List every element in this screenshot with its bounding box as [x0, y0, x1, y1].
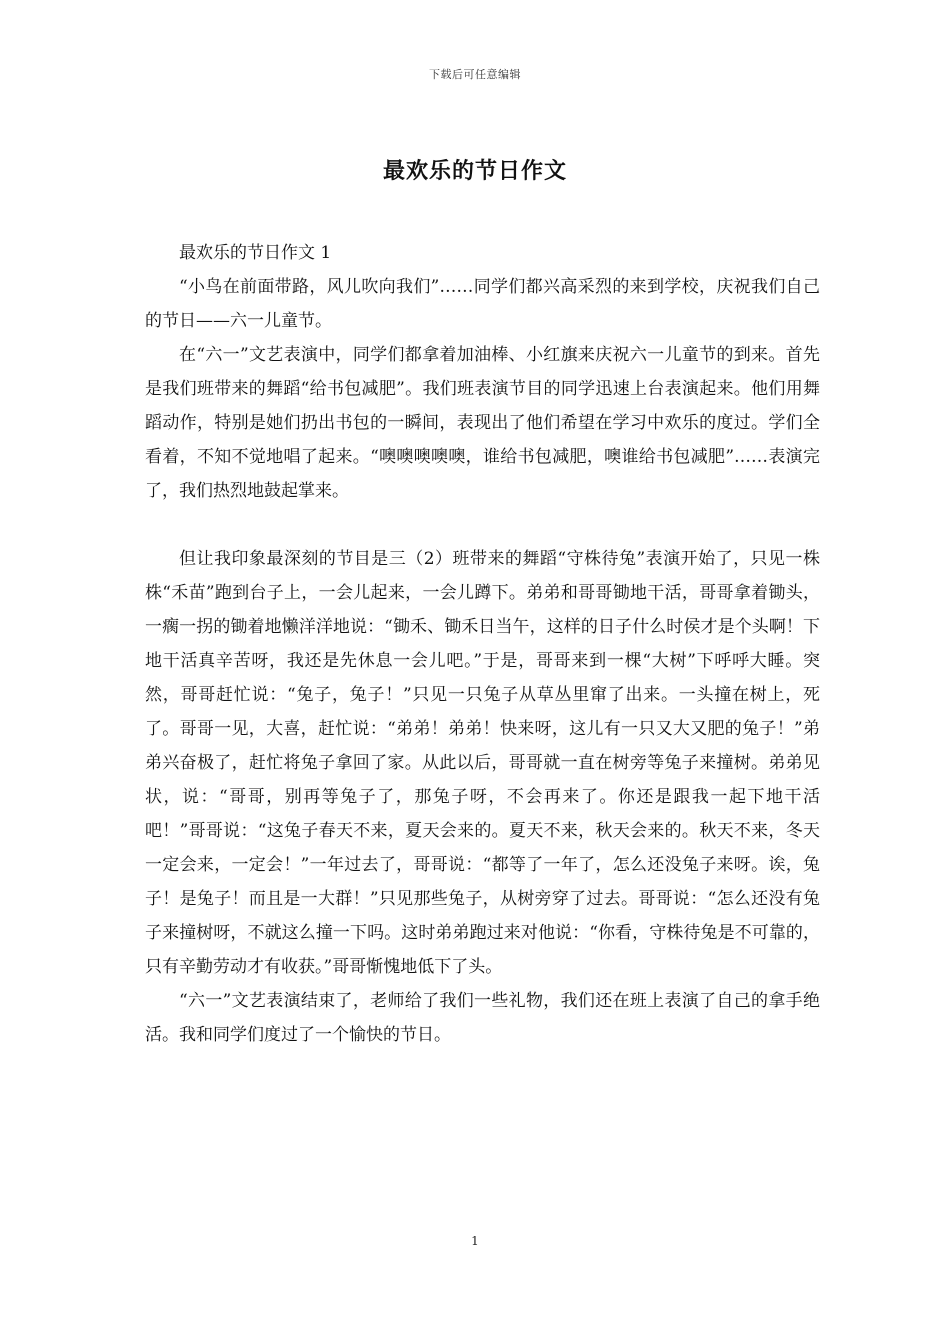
paragraph: “六一”文艺表演结束了，老师给了我们一些礼物，我们还在班上表演了自己的拿手绝活。我和同学们度过了一个愉快的节日。	[145, 991, 820, 1045]
paragraph: 但让我印象最深刻的节目是三（2）班带来的舞蹈“守株待兔”表演开始了，只见一株株“禾苗”跑到台子上，一会儿起来，一会儿蹲下。弟弟和哥哥锄地干活，哥哥拿着锄头，一瘸一拐的锄着地懒洋洋地说：“锄禾、锄禾日当午，这样的日子什么时侯才是个头啊！下地干活真辛苦呀，我还是先休息一会儿吧。”于是，哥哥来到一棵“大树”下呼呼大睡。突然，哥哥赶忙说：“兔子，兔子！”只见一只兔子从草丛里窜了出来。一头撞在树上，死了。哥哥一见，大喜，赶忙说：“弟弟！弟弟！快来呀，这儿有一只又大又肥的兔子！”弟弟兴奋极了，赶忙将兔子拿回了家。从此以后，哥哥就一直在树旁等兔子来撞树。弟弟见状，说：“哥哥，别再等兔子了，那兔子呀，不会再来了。你还是跟我一起下地干活吧！”哥哥说：“这兔子春天不来，夏天会来的。夏天不来，秋天会来的。秋天不来，冬天一定会来，一定会！”一年过去了，哥哥说：“都等了一年了，怎么还没兔子来呀。诶，兔子！是兔子！而且是一大群！”只见那些兔子，从树旁穿了过去。哥哥说：“怎么还没有兔子来撞树呀，不就这么撞一下吗。这时弟弟跑过来对他说：“你看，守株待兔是不可靠的，只有辛勤劳动才有收获。”哥哥惭愧地低下了头。	[145, 549, 820, 977]
page-number: 1	[471, 1234, 479, 1248]
document-body	[145, 236, 820, 1052]
page-title: 最欢乐的节日作文	[382, 158, 567, 184]
essay-subheading: 最欢乐的节日作文 1	[179, 243, 332, 263]
header-note: 下载后可任意编辑	[429, 68, 521, 81]
paragraph: 在“六一”文艺表演中，同学们都拿着加油棒、小红旗来庆祝六一儿童节的到来。首先是我们班带来的舞蹈“给书包减肥”。我们班表演节目的同学迅速上台表演起来。他们用舞蹈动作，特别是她们扔出书包的一瞬间，表现出了他们希望在学习中欢乐的度过。学们全看着，不知不觉地唱了起来。“噢噢噢噢噢，谁给书包减肥，噢谁给书包减肥”……表演完了，我们热烈地鼓起掌来。	[145, 345, 820, 501]
paragraph: “小鸟在前面带路，风儿吹向我们”……同学们都兴高采烈的来到学校，庆祝我们自己的节日——六一儿童节。	[145, 277, 820, 331]
